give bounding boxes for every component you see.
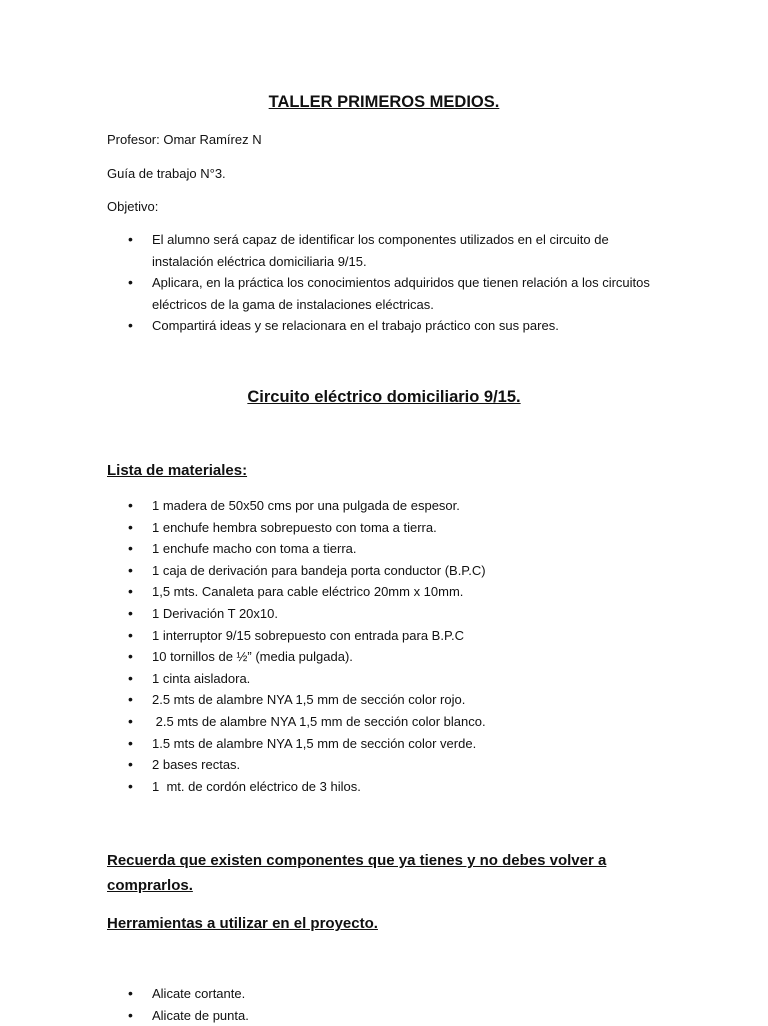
objective-label: Objetivo: — [107, 199, 159, 214]
list-item: • 1 interruptor 9/15 sobrepuesto con entrada para B.P.C — [107, 625, 667, 647]
list-item: • 2 bases rectas. — [107, 754, 667, 776]
list-item: • Aplicara, en la práctica los conocimientos adquiridos que tienen relación a los circuitos eléctricos de la gama de instalaciones eléctricas. — [107, 272, 667, 315]
list-item: • 1 enchufe hembra sobrepuesto con toma a tierra. — [107, 517, 667, 539]
page-title: TALLER PRIMEROS MEDIOS. — [268, 93, 500, 111]
list-item: • 2.5 mts de alambre NYA 1,5 mm de sección color blanco. — [107, 711, 667, 733]
list-item: • 1 enchufe macho con toma a tierra. — [107, 538, 667, 560]
list-item: • Compartirá ideas y se relacionara en el trabajo práctico con sus pares. — [107, 315, 667, 337]
list-item: • 1 caja de derivación para bandeja porta conductor (B.P.C) — [107, 560, 667, 582]
list-item: • 1 madera de 50x50 cms por una pulgada de espesor. — [107, 495, 667, 517]
objectives-list — [107, 229, 667, 337]
list-item: • 10 tornillos de ½” (media pulgada). — [107, 646, 667, 668]
guide-line: Guía de trabajo N°3. — [107, 166, 226, 181]
teacher-line: Profesor: Omar Ramírez N — [107, 132, 262, 147]
materials-list — [107, 495, 667, 797]
list-item: • 1,5 mts. Canaleta para cable eléctrico 20mm x 10mm. — [107, 581, 667, 603]
reminder-line-2: comprarlos. — [107, 877, 193, 894]
tools-heading: Herramientas a utilizar en el proyecto. — [107, 915, 378, 932]
list-item: • 1 cinta aisladora. — [107, 668, 667, 690]
materials-heading: Lista de materiales: — [107, 462, 248, 479]
list-item: • 1 Derivación T 20x10. — [107, 603, 667, 625]
circuit-title: Circuito eléctrico domiciliario 9/15. — [247, 388, 521, 406]
list-item: • 2.5 mts de alambre NYA 1,5 mm de sección color rojo. — [107, 689, 667, 711]
list-item: • Alicate cortante. — [107, 983, 667, 1005]
reminder-line-1: Recuerda que existen componentes que ya tienes y no debes volver a — [107, 852, 607, 869]
list-item: • 1 mt. de cordón eléctrico de 3 hilos. — [107, 776, 667, 798]
list-item: • Alicate de punta. — [107, 1005, 667, 1026]
list-item: • 1.5 mts de alambre NYA 1,5 mm de sección color verde. — [107, 733, 667, 755]
tools-list — [107, 983, 667, 1026]
list-item: • El alumno será capaz de identificar los componentes utilizados en el circuito de instalación eléctrica domiciliaria 9/15. — [107, 229, 667, 272]
